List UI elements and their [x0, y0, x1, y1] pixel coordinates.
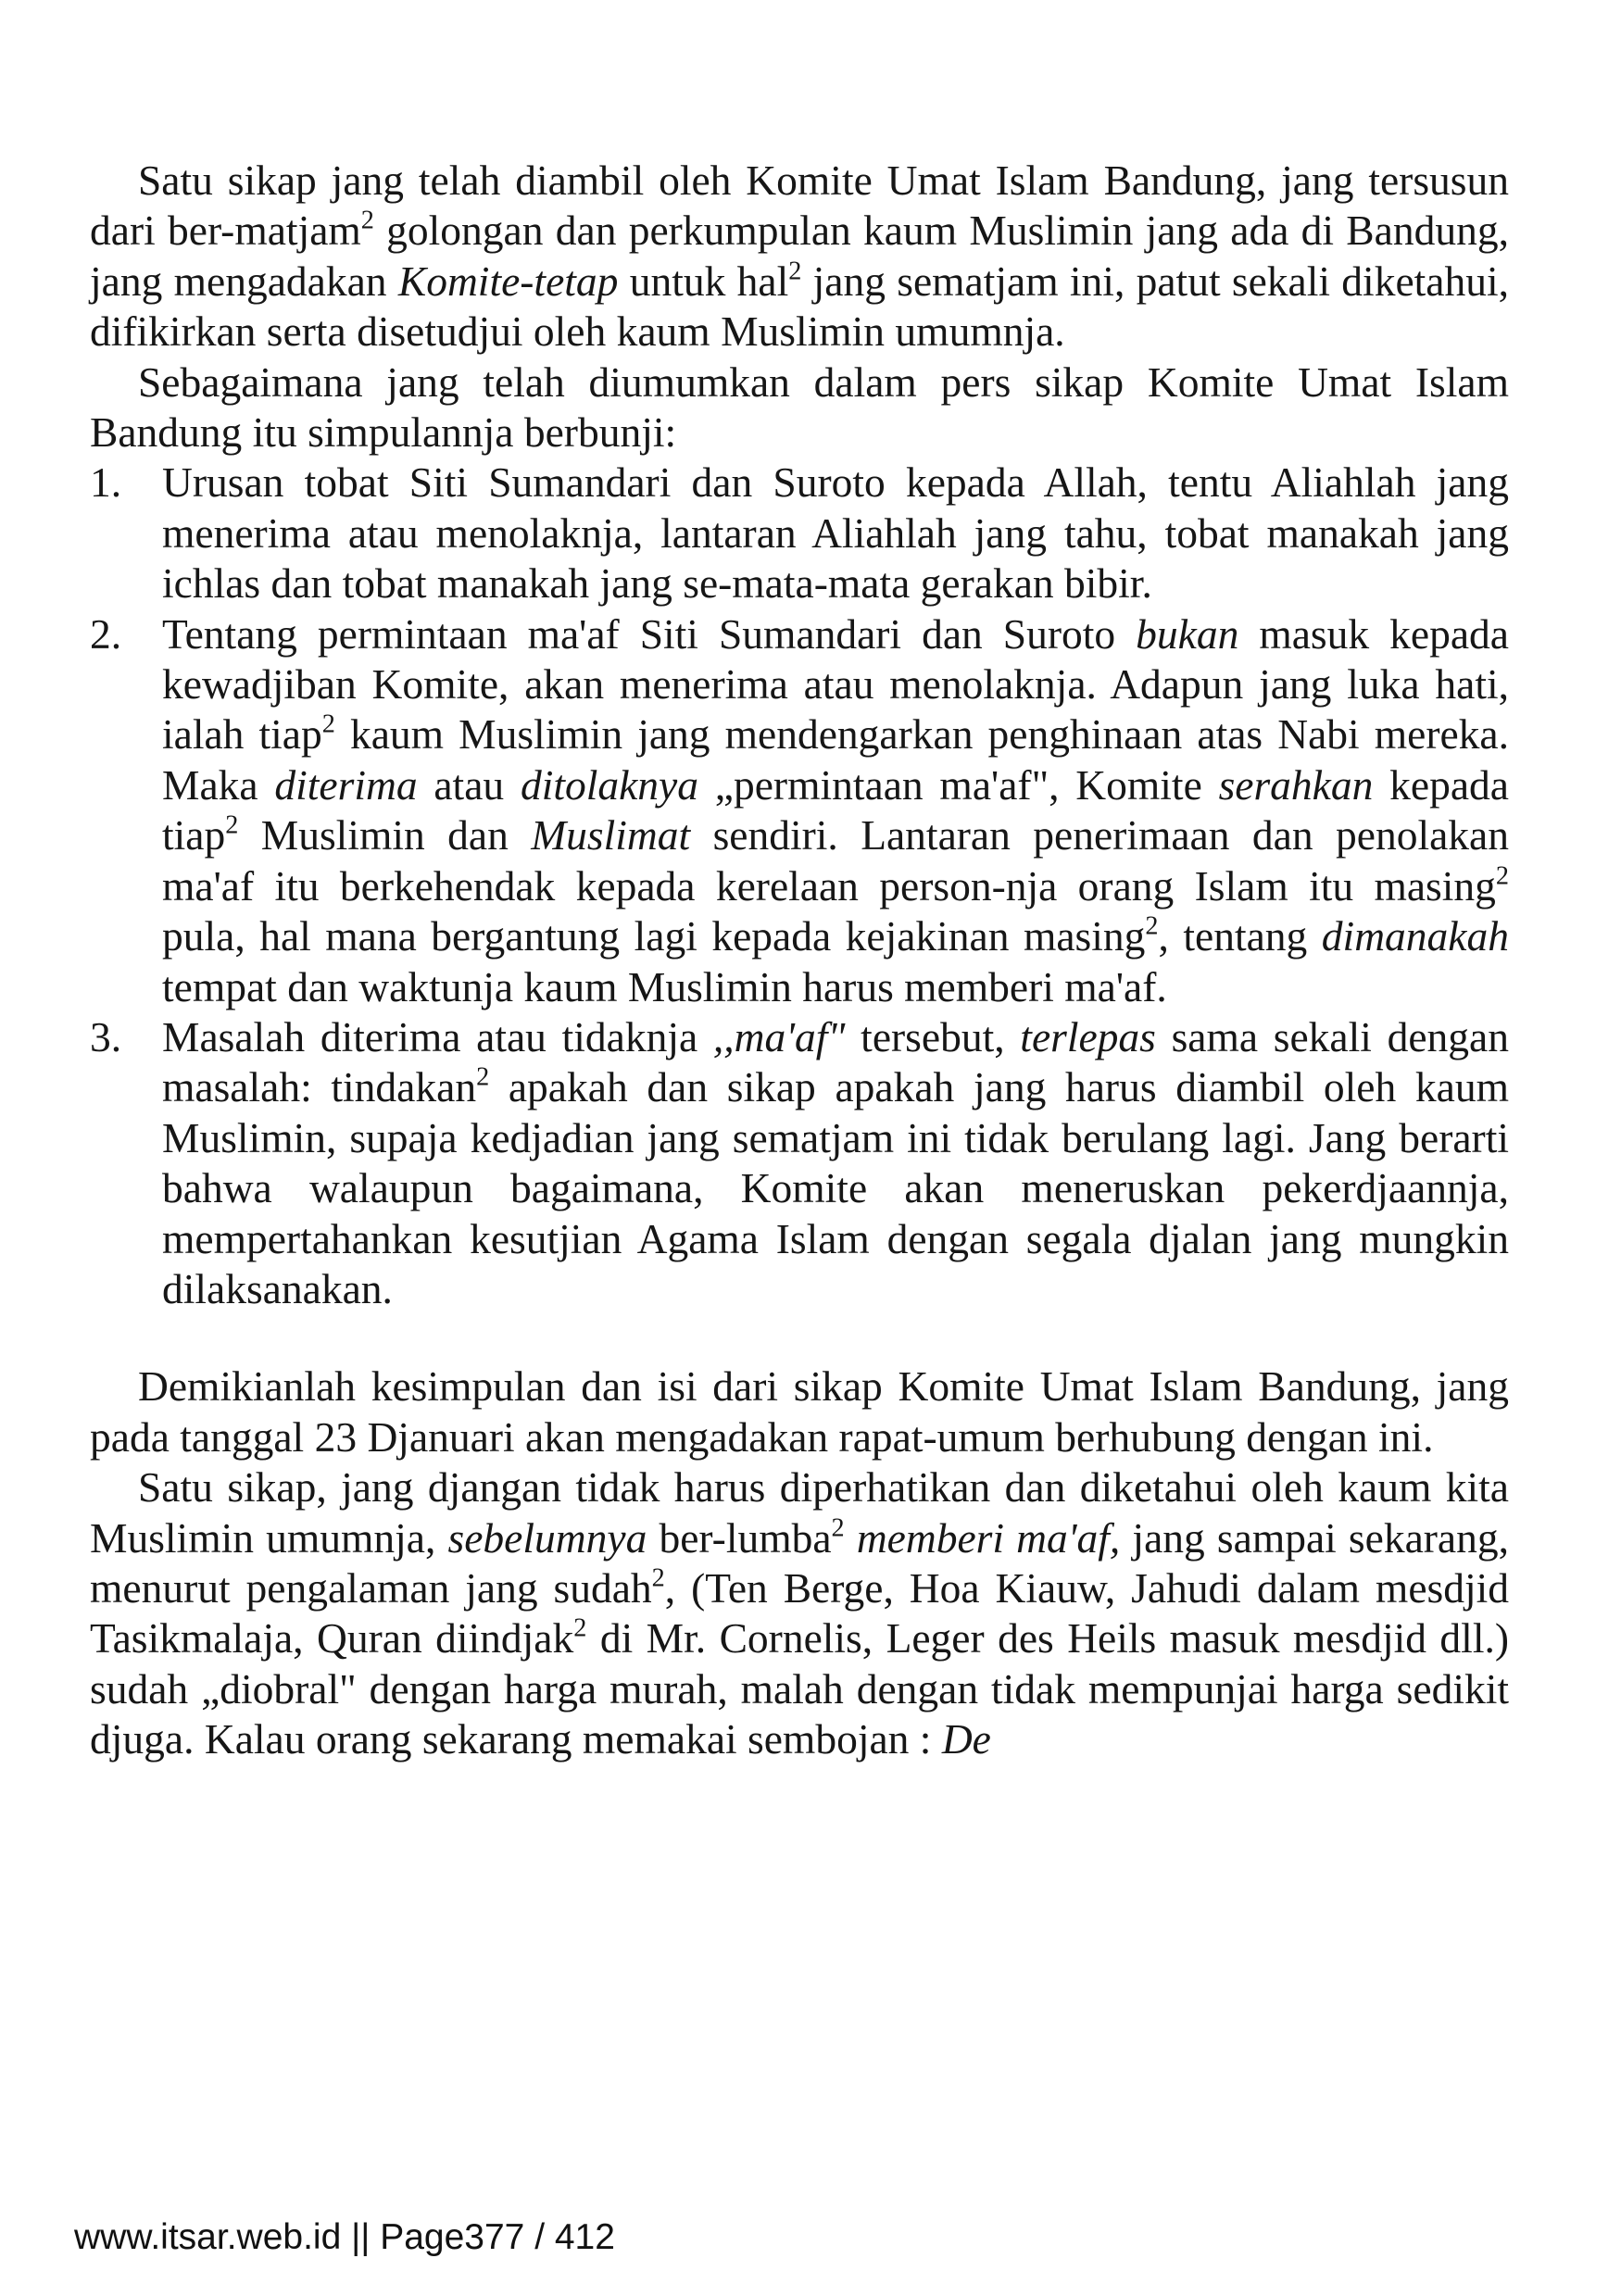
paragraph-2: Sebagaimana jang telah diumumkan dalam pers sikap Komite Umat Islam Bandung itu simpulannja berbunji: [90, 358, 1509, 457]
list-item-1 [90, 458, 1509, 609]
page-footer: www.itsar.web.id || Page377 / 412 [74, 2217, 615, 2257]
page-body [90, 156, 1509, 1765]
list-item-2: 2. Tentang permintaan ma'af Siti Sumandari dan Suroto bukan masuk kepada kewadjiban Komite, akan menerima atau menolaknja. Adapun jang luka hati, ialah tiap$^2$ kaum Muslimin jang mendengarkan penghinaan atas Nabi mereka. Maka diterima atau ditolaknya „permintaan ma'af", Komite serahkan kepada tiap$^2$ Muslimin dan Muslimat sendiri. Lantaran penerimaan dan penolakan ma'af itu berkehendak kepada kerelaan person-nja orang Islam itu masing$^2$ pula, hal mana bergantung lagi kepada kejakinan masing$^2$, tentang dimanakah tempat dan waktunja kaum Muslimin harus memberi ma'af. [90, 609, 1509, 1010]
list-item-text: Urusan tobat Siti Sumandari dan Suroto kepada Allah, tentu Aliahlah jang menerima atau menolaknja, lantaran Aliahlah jang tahu, tobat manakah jang ichlas dan tobat manakah jang se-mata-mata gerakan bibir. [162, 458, 1509, 608]
paragraph-1: Satu sikap jang telah diambil oleh Komite Umat Islam Bandung, jang tersusun dari ber-matjam$^2$ golongan dan perkumpulan kaum Muslimin jang ada di Bandung, jang mengadakan Komite-tetap untuk hal$^2$ jang sematjam ini, patut sekali diketahui, difikirkan serta disetudjui oleh kaum Muslimin umumnja. [90, 157, 1509, 356]
paragraph-4: Satu sikap, jang djangan tidak harus diperhatikan dan diketahui oleh kaum kita Muslimin umumnja, sebelumnya ber-lumba$^2$ memberi ma'af, jang sampai sekarang, menurut pengalaman jang sudah$^2$, (Ten Berge, Hoa Kiauw, Jahudi dalam mesdjid Tasikmalaja, Quran diindjak$^2$ di Mr. Cornelis, Leger des Heils masuk mesdjid dll.) sudah „diobral" dengan harga murah, malah dengan tidak mempunjai harga sedikit djuga. Kalau orang sekarang memakai sembojan : De [90, 1463, 1510, 1763]
paragraph-gap [90, 1314, 1509, 1361]
paragraph-3: Demikianlah kesimpulan dan isi dari sikap Komite Umat Islam Bandung, jang pada tanggal 23 Djanuari akan mengadakan rapat-umum berhubung dengan ini. [90, 1362, 1509, 1461]
list-number: 3. [90, 1012, 122, 1060]
list-number: 2. [90, 609, 122, 658]
list-number: 1. [90, 458, 122, 507]
list-item-3: 3. Masalah diterima atau tidaknja ,,ma'af" tersebut, terlepas sama sekali dengan masalah: tindakan$^2$ apakah dan sikap apakah jang harus diambil oleh kaum Muslimin, supaja kedjadian jang sematjam ini tidak berulang lagi. Jang berarti bahwa walaupun bagaimana, Komite akan meneruskan pekerdjaannja, mempertahankan kesutjian Agama Islam dengan segala djalan jang mungkin dilaksanakan. [90, 1012, 1510, 1312]
